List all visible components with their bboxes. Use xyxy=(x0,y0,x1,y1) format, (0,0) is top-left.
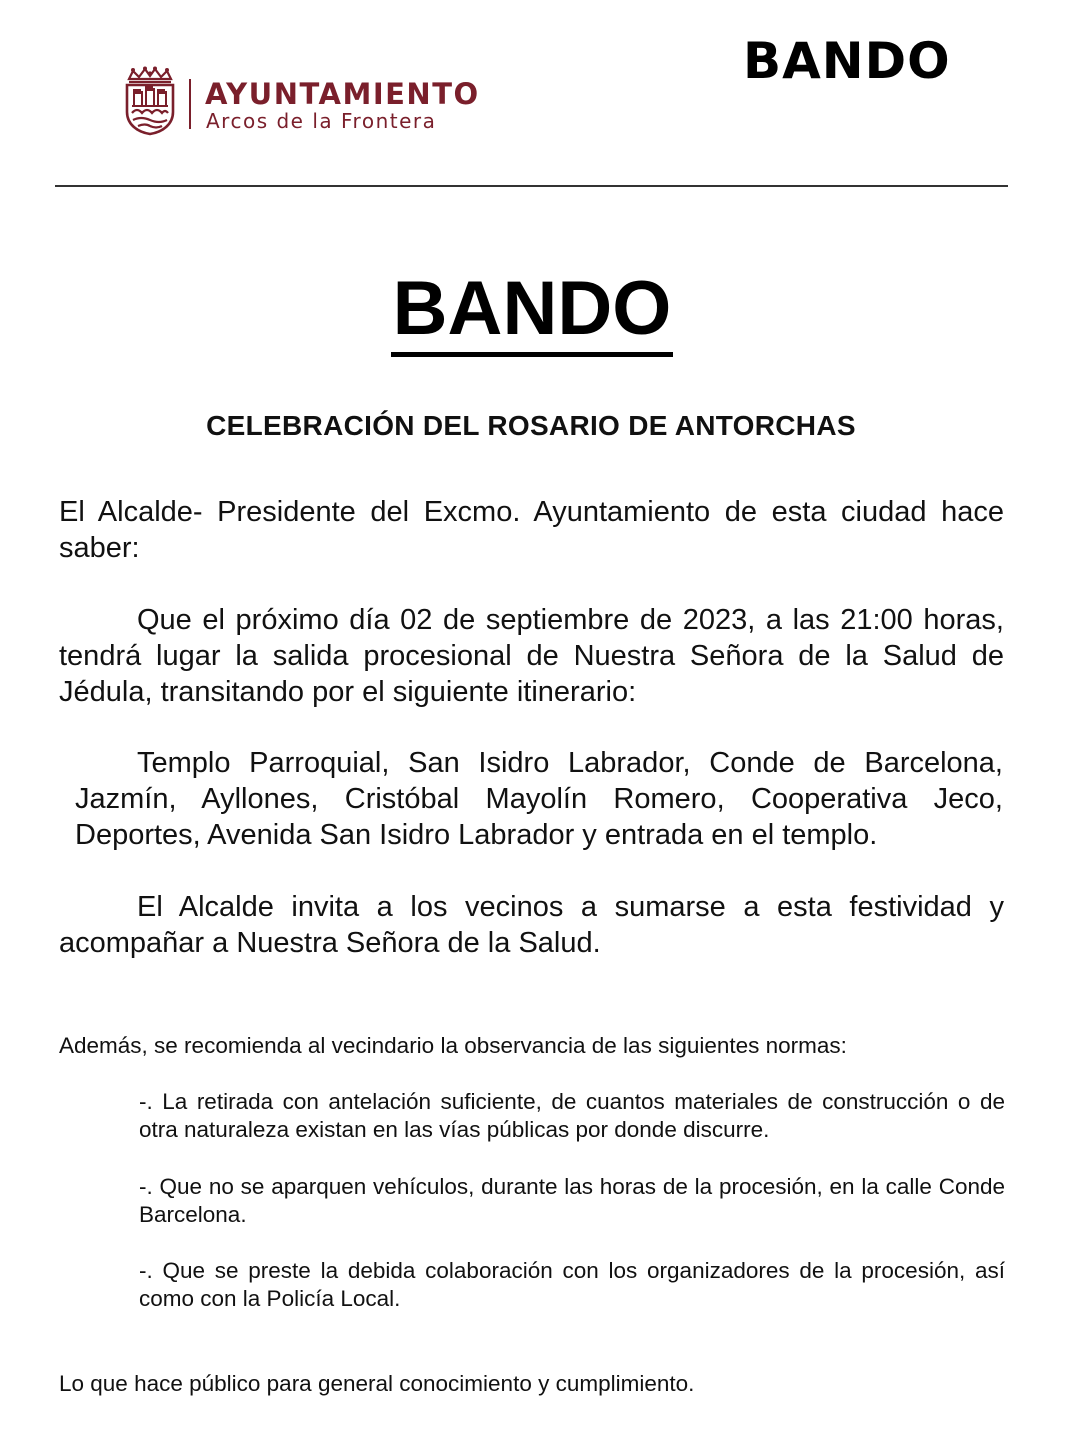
logo-subtitle: Arcos de la Frontera xyxy=(206,109,437,133)
rules-intro: Además, se recomienda al vecindario la observancia de las siguientes normas: xyxy=(59,1033,847,1058)
document-title xyxy=(0,268,1064,357)
rule-item: -. Que no se aparquen vehículos, durante las horas de la procesión, en la calle Conde Barcelona. xyxy=(139,1174,1005,1227)
logo-title: AYUNTAMIENTO xyxy=(205,77,480,111)
header-divider xyxy=(55,185,1008,187)
document-title-text: BANDO xyxy=(391,268,674,357)
closing-statement: Lo que hace público para general conocimiento y cumplimiento. xyxy=(59,1371,695,1396)
invitation-paragraph: El Alcalde invita a los vecinos a sumarse a esta festividad y acompañar a Nuestra Señora de la Salud. xyxy=(59,891,1004,959)
rule-item: -. Que se preste la debida colaboración con los organizadores de la procesión, así como con la Policía Local. xyxy=(139,1258,1005,1311)
procession-route: Templo Parroquial, San Isidro Labrador, Conde de Barcelona, Jazmín, Ayllones, Cristóbal Mayolín Romero, Cooperativa Jeco, Deportes, Avenida San Isidro Labrador y entrada en el templo. xyxy=(75,747,1003,851)
header-bando-label: BANDO xyxy=(743,32,951,90)
city-hall-logo xyxy=(123,66,480,136)
procession-details: Que el próximo día 02 de septiembre de 2023, a las 21:00 horas, tendrá lugar la salida procesional de Nuestra Señora de la Salud de Jédula, transitando por el siguiente itinerario: xyxy=(59,604,1004,708)
document-subtitle: CELEBRACIÓN DEL ROSARIO DE ANTORCHAS xyxy=(206,410,856,441)
rule-item: -. La retirada con antelación suficiente, de cuantos materiales de construcción o de otra naturaleza existan en las vías públicas por donde discurre. xyxy=(139,1089,1005,1142)
city-coat-of-arms-icon xyxy=(123,66,177,136)
logo-divider xyxy=(189,79,191,129)
logo-text xyxy=(205,79,480,133)
announcement-intro: El Alcalde- Presidente del Excmo. Ayuntamiento de esta ciudad hace saber: xyxy=(59,496,1004,564)
